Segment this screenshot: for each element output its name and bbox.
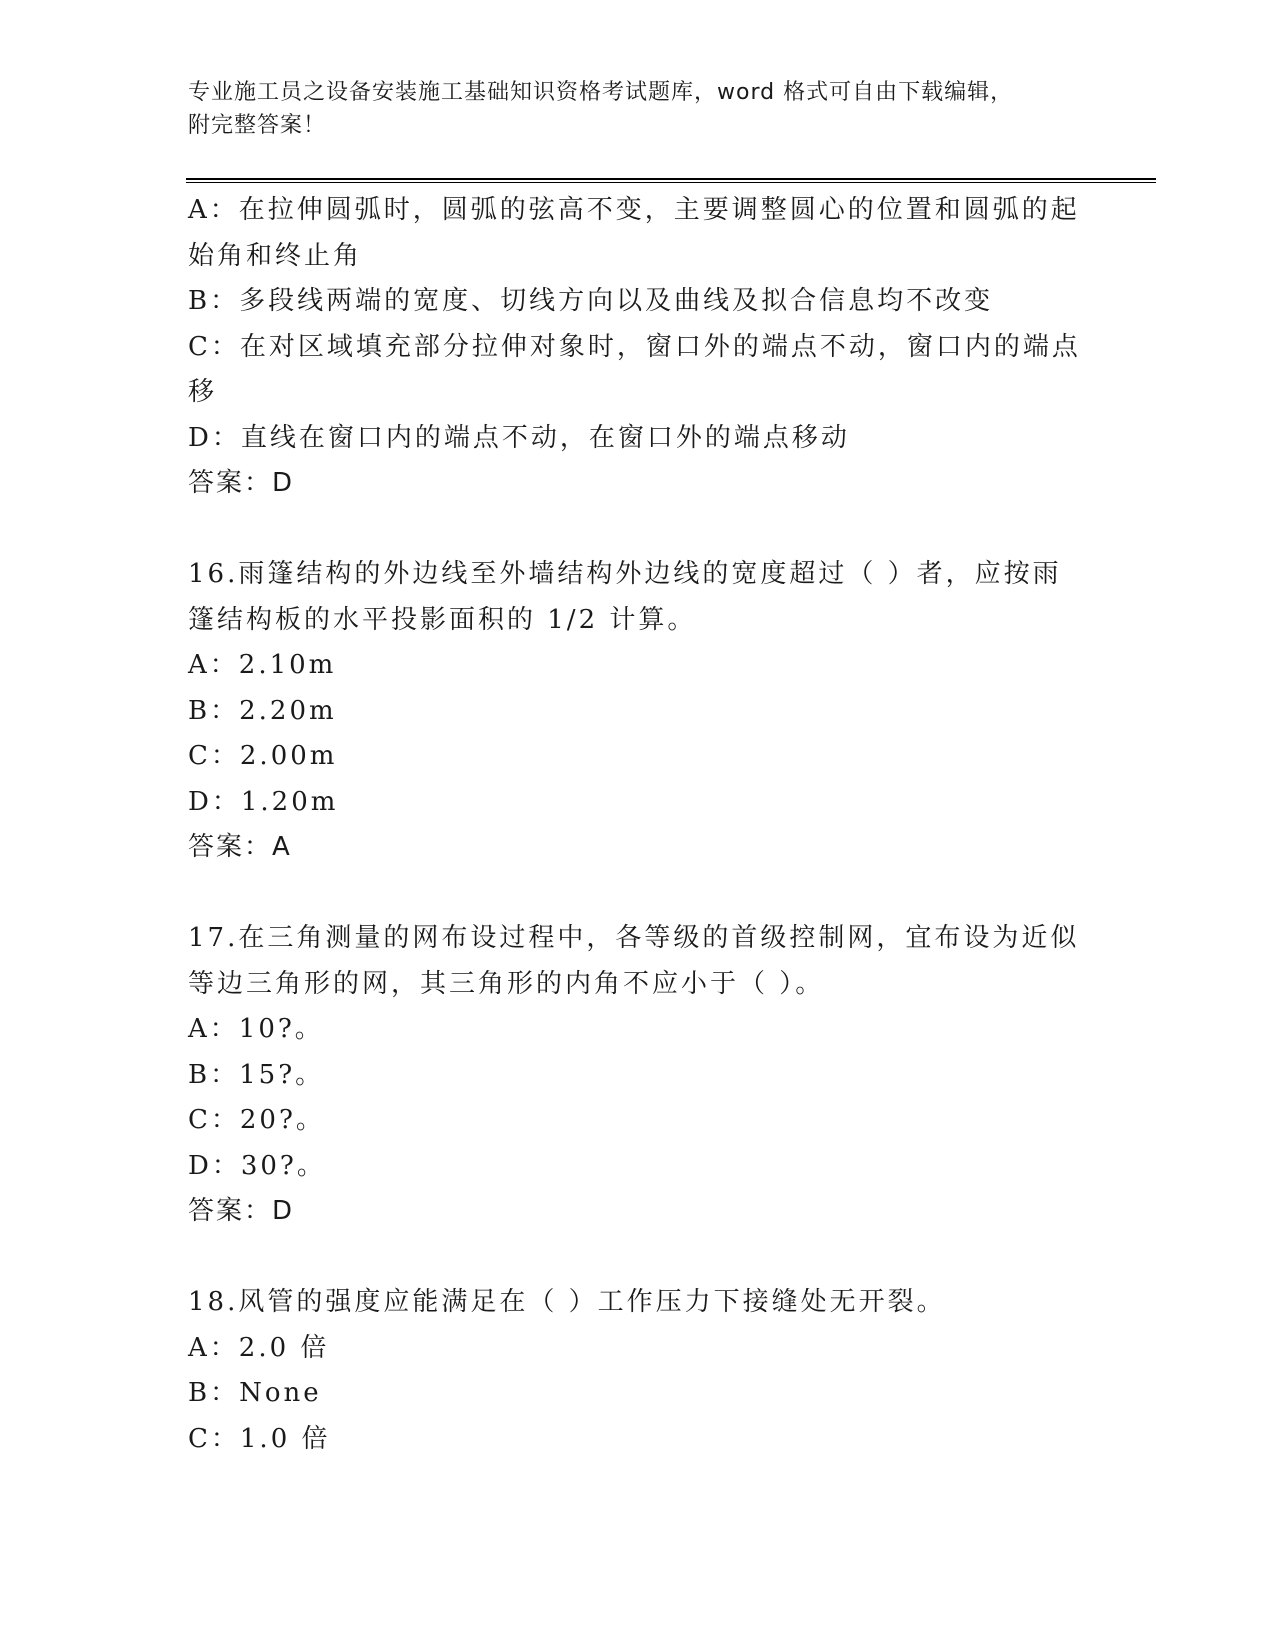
question-16-text-line-1: 16.雨篷结构的外边线至外墙结构外边线的宽度超过（ ）者，应按雨 [188,559,1062,589]
option-d: D：30?。 [188,1150,326,1181]
option-c: C：2.00m [188,741,338,771]
option-d: D：直线在窗口内的端点不动，在窗口外的端点移动 [188,422,850,453]
header-line-2: 附完整答案！ [188,113,327,138]
question-17 [188,916,1088,1235]
question-18 [188,1280,1088,1462]
question-15-options [188,188,1088,507]
option-c: C：20?。 [188,1105,325,1135]
header-line-1: 专业施工员之设备安装施工基础知识资格考试题库，word 格式可自由下载编辑， [188,80,1014,105]
option-a-line-2: 始角和终止角 [188,240,363,271]
spacer [188,1235,1088,1281]
option-b: B：多段线两端的宽度、切线方向以及曲线及拟合信息均不改变 [188,286,994,316]
answer-16: 答案：A [188,832,292,862]
question-18-text: 18.风管的强度应能满足在（ ）工作压力下接缝处无开裂。 [188,1287,946,1317]
option-c-line-1: C：在对区域填充部分拉伸对象时，窗口外的端点不动，窗口内的端点 [188,331,1081,362]
option-d: D：1.20m [188,786,339,817]
option-a: A：10?。 [188,1014,324,1044]
answer-17: 答案：D [188,1196,295,1226]
option-c-line-2: 移 [188,377,218,407]
question-16-text-line-2: 篷结构板的水平投影面积的 1/2 计算。 [188,604,697,635]
option-a: A：2.0 倍 [188,1332,330,1363]
question-17-text-line-2: 等边三角形的网，其三角形的内角不应小于（ ）。 [188,968,825,999]
question-17-text-line-1: 17.在三角测量的网布设过程中，各等级的首级控制网，宜布设为近似 [188,923,1080,953]
document-body [188,188,1088,1462]
document-header [188,76,1088,142]
answer-15: 答案：D [188,468,295,498]
option-c: C：1.0 倍 [188,1423,331,1454]
option-b: B：15?。 [188,1059,325,1090]
option-b: B：None [188,1378,322,1408]
question-16 [188,552,1088,871]
spacer [188,871,1088,917]
option-b: B：2.20m [188,695,337,726]
option-a: A：2.10m [188,650,337,680]
header-divider [186,178,1156,183]
spacer [188,507,1088,553]
option-a-line-1: A：在拉伸圆弧时，圆弧的弦高不变，主要调整圆心的位置和圆弧的起 [188,195,1080,225]
